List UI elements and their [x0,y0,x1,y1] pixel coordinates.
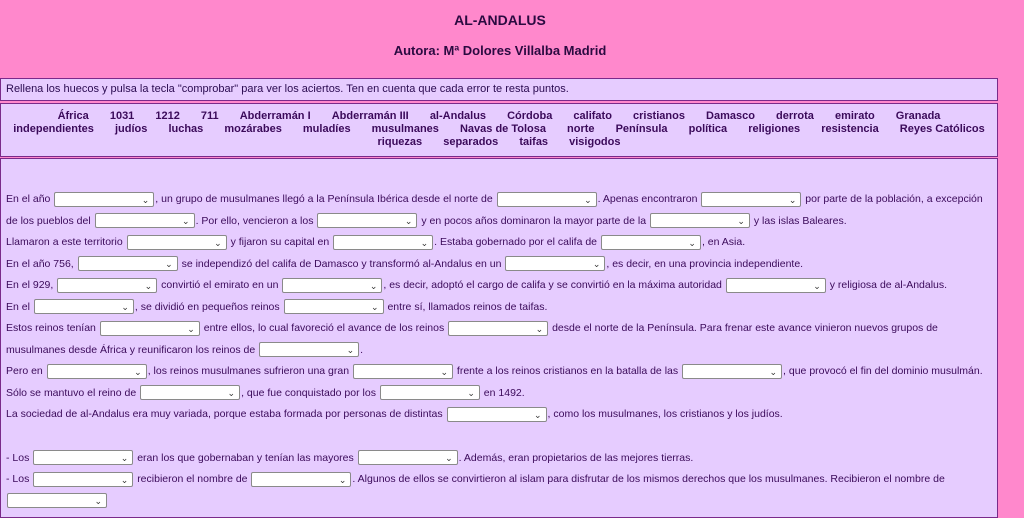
text-fragment: En el [6,300,30,313]
text-fragment: . Por ello, vencieron a los [195,214,314,227]
chevron-down-icon: ⌄ [182,216,190,227]
text-fragment: por parte de la población, a excepción [805,193,983,205]
text-fragment: , que provocó el fin del dominio musulmán. [783,365,983,377]
answer-dropdown[interactable] [7,493,107,508]
chevron-down-icon: ⌄ [187,323,195,334]
word-bank-item: Córdoba [507,110,553,122]
chevron-down-icon: ⌄ [440,366,448,377]
word-bank-item: Abderramán III [331,110,409,122]
text-fragment: y las islas Baleares. [753,214,847,227]
chevron-down-icon: ⌄ [227,388,236,399]
answer-dropdown[interactable] [127,235,227,250]
text-fragment: En el año 756, [6,257,74,270]
answer-dropdown[interactable] [333,235,433,250]
word-bank-item: mozárabes [224,123,282,135]
word-bank-item: al-Andalus [429,110,487,122]
chevron-down-icon: ⌄ [535,323,544,334]
chevron-down-icon: ⌄ [369,280,378,291]
chevron-down-icon: ⌄ [584,194,592,205]
answer-dropdown[interactable] [726,278,826,293]
chevron-down-icon: ⌄ [94,496,102,507]
chevron-down-icon: ⌄ [346,345,355,356]
text-fragment: En el año [6,193,51,205]
answer-dropdown[interactable] [317,213,417,228]
chevron-down-icon: ⌄ [737,216,745,227]
answer-dropdown[interactable] [682,364,782,379]
text-fragment: convirtió el emirato en un [161,279,279,291]
text-line [6,254,992,276]
word-bank-item: África [57,110,89,122]
word-bank-item: judíos [114,123,148,135]
chevron-down-icon: ⌄ [467,388,475,399]
chevron-down-icon: ⌄ [769,366,778,377]
text-fragment: entre sí, llamados reinos de taifas. [387,300,548,313]
word-bank-item: musulmanes [371,123,439,135]
text-fragment: , se dividió en pequeños reinos [134,300,280,313]
text-fragment: entre ellos, lo cual favoreció el avance de los reinos [203,322,445,334]
answer-dropdown[interactable] [447,407,547,422]
chevron-down-icon: ⌄ [144,280,153,291]
chevron-down-icon: ⌄ [813,280,821,291]
text-fragment: musulmanes desde África y reunificaron los reinos de [6,343,256,356]
chevron-down-icon: ⌄ [592,259,601,270]
instructions-text: Rellena los huecos y pulsa la tecla "comprobar" para ver los aciertos. Ten en cuenta que cada error te resta puntos. [6,83,569,95]
answer-dropdown[interactable] [505,256,605,271]
answer-dropdown[interactable] [54,192,154,207]
text-fragment: En el 929, [6,279,54,291]
text-fragment: y en pocos años dominaron la mayor parte de la [421,214,647,227]
text-line [6,448,992,470]
text-fragment: , es decir, adoptó el cargo de califa y se convirtió en la máxima autoridad [383,279,722,291]
chevron-down-icon: ⌄ [165,259,173,270]
word-bank-item: riquezas [377,136,423,148]
text-line [6,361,992,383]
word-bank-item: taifas [519,136,549,148]
word-bank-item: Granada [895,110,941,122]
answer-dropdown[interactable] [100,321,200,336]
answer-dropdown[interactable] [47,364,147,379]
author-line: Autora: Mª Dolores Villalba Madrid [393,43,607,58]
word-bank-item: política [688,123,728,135]
answer-dropdown[interactable] [78,256,178,271]
chevron-down-icon: ⌄ [533,409,542,420]
text-line [6,232,992,254]
text-line [6,318,992,340]
text-fragment: Estos reinos tenían [6,322,96,334]
text-fragment: y religiosa de al-Andalus. [829,279,948,291]
text-fragment: - Los [6,451,30,464]
text-fragment: , como los musulmanes, los cristianos y los judíos. [547,408,783,420]
text-fragment: eran los que gobernaban y tenían las mayores [137,451,354,464]
chevron-down-icon: ⌄ [121,302,129,313]
text-line [6,383,992,405]
word-bank-item: Península [615,123,668,135]
chevron-down-icon: ⌄ [141,194,150,205]
text-line [6,189,992,211]
text-line [6,340,992,362]
text-line [6,297,992,319]
text-line [6,491,992,513]
text-fragment: - Los [6,473,30,485]
text-line [6,404,992,426]
answer-dropdown[interactable] [34,299,134,314]
word-bank-item: 1031 [109,110,135,122]
text-fragment: La sociedad de al-Andalus era muy variada, porque estaba formada por personas de distintas [6,408,443,420]
word-bank-item: emirato [834,110,875,122]
text-line [6,275,992,297]
answer-dropdown[interactable] [33,450,133,465]
chevron-down-icon: ⌄ [134,366,142,377]
text-line [6,469,992,491]
text-fragment: . Estaba gobernado por el califa de [434,236,598,248]
chevron-down-icon: ⌄ [404,216,413,227]
answer-dropdown[interactable] [95,213,195,228]
word-bank-item: luchas [168,123,204,135]
answer-dropdown[interactable] [140,385,240,400]
word-bank-item: Navas de Tolosa [459,123,546,135]
text-fragment: se independizó del califa de Damasco y transformó al-Andalus en un [181,257,502,270]
answer-dropdown[interactable] [282,278,382,293]
text-fragment: , que fue conquistado por los [241,386,376,399]
text-fragment: de los pueblos del [6,214,91,227]
word-bank-item: muladíes [302,123,351,135]
text-fragment: , en Asia. [701,236,746,248]
text-fragment: . Algunos de ellos se convirtieron al islam para disfrutar de los mismos derechos que los musulmanes. Recibieron el nombre de [352,473,945,485]
text-fragment: frente a los reinos cristianos en la batalla de las [456,365,679,377]
word-bank [0,103,998,157]
text-fragment: . Apenas encontraron [597,193,698,205]
answer-dropdown[interactable] [497,192,597,207]
instructions-panel [0,78,998,101]
word-bank-item: norte [567,123,595,135]
answer-dropdown[interactable] [448,321,548,336]
page-title: AL-ANDALUS [454,12,546,28]
word-bank-item: Abderramán I [239,110,311,122]
chevron-down-icon: ⌄ [120,474,129,485]
word-bank-item: 1212 [155,110,180,122]
word-bank-item: 711 [200,110,219,122]
answer-dropdown[interactable] [353,364,453,379]
answer-dropdown[interactable] [701,192,801,207]
text-fragment: y fijaron su capital en [230,236,330,248]
word-bank-item: religiones [748,123,801,135]
chevron-down-icon: ⌄ [120,453,129,464]
answer-dropdown[interactable] [33,472,133,487]
word-bank-item: visigodos [569,136,621,148]
text-fragment: desde el norte de la Península. Para frenar este avance vinieron nuevos grupos de [552,322,938,334]
text-fragment: recibieron el nombre de [137,473,248,485]
exercise-text [0,158,998,518]
text-fragment: Sólo se mantuvo el reino de [6,386,137,399]
word-bank-item: resistencia [821,123,879,135]
text-fragment: en 1492. [483,386,525,399]
text-fragment: , los reinos musulmanes sufrieron una gran [147,365,350,377]
text-fragment: , es decir, en una provincia independiente. [606,257,804,270]
chevron-down-icon: ⌄ [371,302,379,313]
chevron-down-icon: ⌄ [338,474,347,485]
text-fragment: Pero en [6,365,43,377]
answer-dropdown[interactable] [601,235,701,250]
chevron-down-icon: ⌄ [445,453,453,464]
chevron-down-icon: ⌄ [788,194,797,205]
word-bank-item: Reyes Católicos [899,123,985,135]
chevron-down-icon: ⌄ [420,237,429,248]
word-bank-item: independientes [13,123,94,135]
word-bank-item: separados [443,136,499,148]
answer-dropdown[interactable] [650,213,750,228]
word-bank-item: califato [573,110,612,122]
chevron-down-icon: ⌄ [688,237,696,248]
answer-dropdown[interactable] [358,450,458,465]
answer-dropdown[interactable] [57,278,157,293]
word-bank-item: Damasco [706,110,755,122]
answer-dropdown[interactable] [284,299,384,314]
text-fragment: . [360,343,364,356]
chevron-down-icon: ⌄ [214,237,222,248]
word-bank-item: cristianos [632,110,685,122]
text-fragment: , un grupo de musulmanes llegó a la Península Ibérica desde el norte de [155,193,493,205]
text-line [6,211,992,233]
answer-dropdown[interactable] [380,385,480,400]
text-fragment: Llamaron a este territorio [6,236,123,248]
text-fragment: . Además, eran propietarios de las mejores tierras. [458,451,694,464]
answer-dropdown[interactable] [259,342,359,357]
answer-dropdown[interactable] [251,472,351,487]
word-bank-item: derrota [776,110,814,122]
